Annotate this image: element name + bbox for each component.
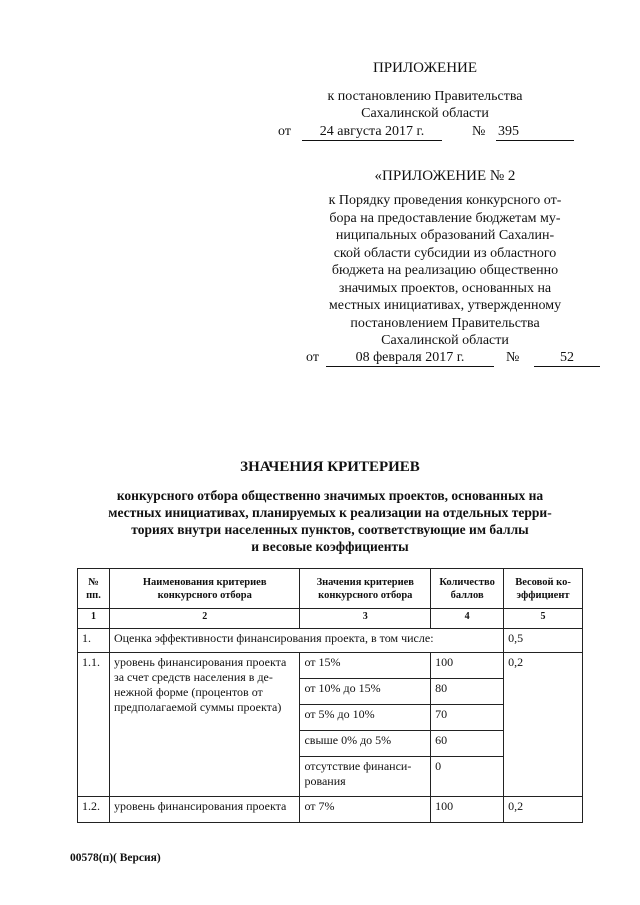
weight-value: 0,2 xyxy=(504,653,583,797)
weight-value: 0,5 xyxy=(504,629,583,653)
decree-date: 24 августа 2017 г. xyxy=(302,124,442,141)
criterion-value: от 7% xyxy=(300,797,431,823)
header-points: Количество баллов xyxy=(431,569,504,609)
column-number-row xyxy=(78,609,583,629)
appendix2-line: бора на предоставление бюджетам му- xyxy=(329,210,561,226)
number-label: № xyxy=(506,350,520,365)
points-value: 100 xyxy=(431,653,504,679)
from-label: от xyxy=(306,350,319,365)
appendix2-line: Сахалинской области xyxy=(381,333,509,348)
column-number: 2 xyxy=(109,609,299,629)
appendix2-body xyxy=(300,192,590,350)
row-number: 1.1. xyxy=(78,653,110,797)
appendix2-date-row xyxy=(306,350,606,368)
header-no: № пп. xyxy=(78,569,110,609)
column-number: 3 xyxy=(300,609,431,629)
appendix2-line: ской области субсидии из областного xyxy=(333,245,557,261)
decree-line-2: Сахалинской области xyxy=(361,106,489,121)
appendix2-line: к Порядку проведения конкурсного от- xyxy=(328,193,562,208)
from-label: от xyxy=(278,124,291,139)
appendix2-number: 52 xyxy=(534,350,600,367)
criterion-value: отсутствие финанси- рования xyxy=(300,757,431,797)
row-number: 1. xyxy=(78,629,110,653)
table-row xyxy=(78,653,583,679)
points-value: 100 xyxy=(431,797,504,823)
appendix2-title: «ПРИЛОЖЕНИЕ № 2 xyxy=(374,168,516,184)
column-number: 4 xyxy=(431,609,504,629)
appendix2-line: постановлением Правительства xyxy=(350,315,540,331)
appendix-date-row xyxy=(278,124,578,142)
appendix-title: ПРИЛОЖЕНИЕ xyxy=(372,60,478,76)
criterion-name: уровень финансирования проекта за счет средств населения в де- нежной форме (процентов от предполагаемой суммы проекта) xyxy=(109,653,299,797)
weight-value: 0,2 xyxy=(504,797,583,823)
decree-number: 395 xyxy=(496,124,574,141)
criterion-value: свыше 0% до 5% xyxy=(300,731,431,757)
appendix2-date: 08 февраля 2017 г. xyxy=(326,350,494,367)
criterion-value: от 10% до 15% xyxy=(300,679,431,705)
appendix2-line: значимых проектов, основанных на xyxy=(338,280,552,296)
points-value: 60 xyxy=(431,731,504,757)
criterion-value: от 15% xyxy=(300,653,431,679)
table-row xyxy=(78,797,583,823)
document-version-footer: 00578(п)( Версия) xyxy=(70,852,161,864)
header-weight: Весовой ко- эффициент xyxy=(504,569,583,609)
criteria-subheading xyxy=(60,487,600,555)
criteria-heading: ЗНАЧЕНИЯ КРИТЕРИЕВ xyxy=(240,459,420,475)
column-number: 5 xyxy=(504,609,583,629)
row-number: 1.2. xyxy=(78,797,110,823)
appendix2-line: местных инициативах, утвержденному xyxy=(328,298,562,313)
points-value: 70 xyxy=(431,705,504,731)
criterion-value: от 5% до 10% xyxy=(300,705,431,731)
subheading-line: местных инициативах, планируемых к реализации на отдельных терри- xyxy=(108,505,552,520)
table-row xyxy=(78,629,583,653)
appendix2-line: ниципальных образований Сахалин- xyxy=(335,228,555,243)
appendix-decree-reference xyxy=(300,88,550,122)
appendix2-line: бюджета на реализацию общественно xyxy=(331,263,559,278)
points-value: 80 xyxy=(431,679,504,705)
criteria-table xyxy=(77,568,583,823)
number-label: № xyxy=(472,124,486,139)
subheading-line: ториях внутри населенных пунктов, соответствующие им баллы xyxy=(131,522,529,537)
subheading-line: конкурсного отбора общественно значимых проектов, основанных на xyxy=(116,488,544,503)
points-value: 0 xyxy=(431,757,504,797)
header-criteria-values: Значения критериев конкурсного отбора xyxy=(300,569,431,609)
header-criteria-name: Наименования критериев конкурсного отбора xyxy=(109,569,299,609)
subheading-line: и весовые коэффициенты xyxy=(251,539,409,554)
criterion-name: уровень финансирования проекта xyxy=(109,797,299,823)
decree-line-1: к постановлению Правительства xyxy=(327,89,523,104)
criterion-name: Оценка эффективности финансирования проекта, в том числе: xyxy=(109,629,503,653)
column-number: 1 xyxy=(78,609,110,629)
table-header-row xyxy=(78,569,583,609)
